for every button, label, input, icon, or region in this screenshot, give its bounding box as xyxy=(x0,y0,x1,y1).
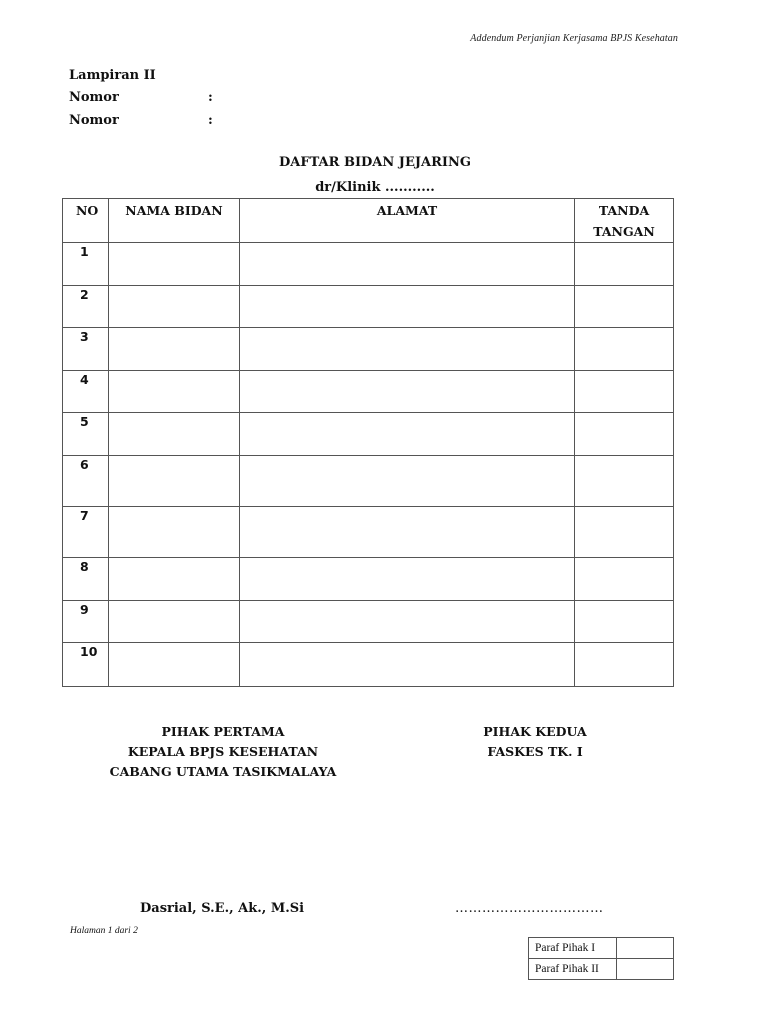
table-row xyxy=(63,243,674,286)
tanda-tangan-cell[interactable] xyxy=(575,601,674,643)
row-number: 2 xyxy=(63,286,109,328)
nomor-label-2: Nomor xyxy=(69,113,119,128)
nama-bidan-cell[interactable] xyxy=(109,371,240,413)
document-subtitle: dr/Klinik ........... xyxy=(315,180,435,195)
pihak-pertama-office: CABANG UTAMA TASIKMALAYA xyxy=(109,764,337,779)
tanda-tangan-cell[interactable] xyxy=(575,328,674,371)
alamat-cell[interactable] xyxy=(240,243,575,286)
tanda-tangan-cell[interactable] xyxy=(575,456,674,507)
alamat-cell[interactable] xyxy=(240,558,575,601)
tanda-tangan-cell[interactable] xyxy=(575,286,674,328)
row-number: 6 xyxy=(63,456,109,507)
row-number: 10 xyxy=(63,643,109,687)
tanda-tangan-cell[interactable] xyxy=(575,643,674,687)
nama-bidan-cell[interactable] xyxy=(109,558,240,601)
table-row xyxy=(63,601,674,643)
row-number: 5 xyxy=(63,413,109,456)
tanda-tangan-cell[interactable] xyxy=(575,371,674,413)
tanda-tangan-cell[interactable] xyxy=(575,243,674,286)
paraf-pihak-1-box[interactable] xyxy=(617,938,674,959)
alamat-cell[interactable] xyxy=(240,507,575,558)
table-row xyxy=(63,371,674,413)
header-tanda-tangan: TANDA TANGAN xyxy=(575,199,674,243)
alamat-cell[interactable] xyxy=(240,328,575,371)
lampiran-label: Lampiran II xyxy=(69,68,156,83)
row-number: 7 xyxy=(63,507,109,558)
table-row xyxy=(63,643,674,687)
alamat-cell[interactable] xyxy=(240,371,575,413)
nama-bidan-cell[interactable] xyxy=(109,507,240,558)
header-nama-bidan: NAMA BIDAN xyxy=(109,199,240,243)
nama-bidan-cell[interactable] xyxy=(109,243,240,286)
nomor-colon-1: : xyxy=(208,90,213,105)
pihak-kedua-signer-line[interactable]: …………………………… xyxy=(455,901,604,916)
pihak-pertama-block xyxy=(88,722,358,782)
row-number: 1 xyxy=(63,243,109,286)
table-header-row xyxy=(63,199,674,243)
table-row xyxy=(63,507,674,558)
table-row xyxy=(63,456,674,507)
alamat-cell[interactable] xyxy=(240,456,575,507)
table-row xyxy=(63,413,674,456)
alamat-cell[interactable] xyxy=(240,413,575,456)
alamat-cell[interactable] xyxy=(240,286,575,328)
page-number: Halaman 1 dari 2 xyxy=(70,926,138,936)
header-no: NO xyxy=(63,199,109,243)
nama-bidan-cell[interactable] xyxy=(109,286,240,328)
tanda-tangan-cell[interactable] xyxy=(575,413,674,456)
alamat-cell[interactable] xyxy=(240,643,575,687)
tanda-tangan-cell[interactable] xyxy=(575,507,674,558)
alamat-cell[interactable] xyxy=(240,601,575,643)
tanda-tangan-cell[interactable] xyxy=(575,558,674,601)
bidan-table xyxy=(62,198,674,687)
pihak-kedua-title: PIHAK KEDUA xyxy=(483,724,587,739)
pihak-kedua-block xyxy=(448,722,622,762)
pihak-pertama-signer: Dasrial, S.E., Ak., M.Si xyxy=(140,901,305,916)
pihak-pertama-position: KEPALA BPJS KESEHATAN xyxy=(127,744,319,759)
nama-bidan-cell[interactable] xyxy=(109,601,240,643)
nomor-colon-2: : xyxy=(208,113,213,128)
table-row xyxy=(63,286,674,328)
document-header-note: Addendum Perjanjian Kerjasama BPJS Kesehatan xyxy=(470,33,678,44)
row-number: 4 xyxy=(63,371,109,413)
nomor-label-1: Nomor xyxy=(69,90,119,105)
pihak-kedua-position: FASKES TK. I xyxy=(487,744,583,759)
nama-bidan-cell[interactable] xyxy=(109,456,240,507)
document-title: DAFTAR BIDAN JEJARING xyxy=(279,155,471,170)
table-row xyxy=(63,558,674,601)
row-number: 9 xyxy=(63,601,109,643)
paraf-pihak-1-label: Paraf Pihak I xyxy=(529,938,617,959)
paraf-pihak-2-box[interactable] xyxy=(617,959,674,980)
header-alamat: ALAMAT xyxy=(240,199,575,243)
nama-bidan-cell[interactable] xyxy=(109,328,240,371)
nama-bidan-cell[interactable] xyxy=(109,643,240,687)
nama-bidan-cell[interactable] xyxy=(109,413,240,456)
paraf-pihak-2-label: Paraf Pihak II xyxy=(529,959,617,980)
pihak-pertama-title: PIHAK PERTAMA xyxy=(161,724,285,739)
row-number: 8 xyxy=(63,558,109,601)
paraf-table xyxy=(528,937,674,980)
row-number: 3 xyxy=(63,328,109,371)
table-row xyxy=(63,328,674,371)
